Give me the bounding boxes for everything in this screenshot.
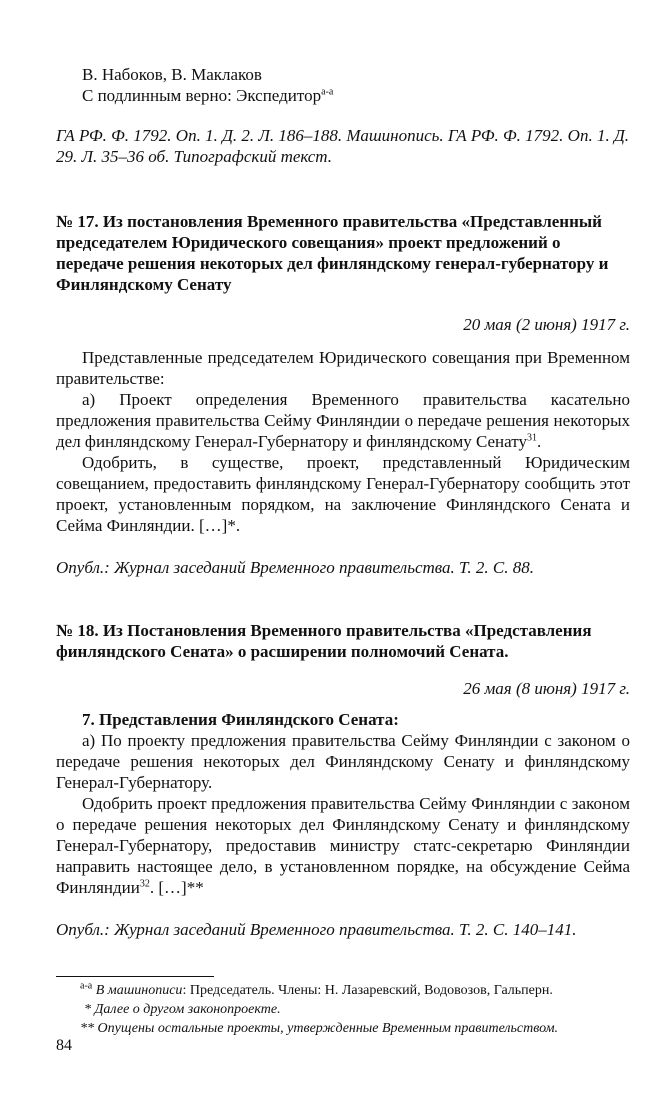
doc18-subheading: 7. Представления Финляндского Сената: bbox=[82, 710, 399, 729]
certified-line bbox=[82, 85, 630, 106]
page-number: 84 bbox=[56, 1037, 72, 1054]
doc18-para1: а) По проекту предложения правительства Сейму Финляндии с законом о передаче решения некоторых дел Финляндскому Сенату и финляндскому Генерал-Губернатору. bbox=[56, 731, 630, 792]
document-17 bbox=[56, 211, 630, 578]
certified-mark: а-а bbox=[321, 86, 334, 98]
doc17-para1: Представленные председателем Юридического совещания при Временном правительстве: bbox=[56, 348, 630, 388]
footnote-3: ** Опущены остальные проекты, утвержденные Временным правительством. bbox=[80, 1021, 559, 1036]
footnote-2: * Далее о другом законопроекте. bbox=[84, 1002, 281, 1017]
doc18-para2-end: . […]** bbox=[149, 878, 204, 897]
footnote-divider bbox=[56, 976, 214, 977]
certified-prefix: С подлинным верно: Экспедитор bbox=[82, 86, 322, 105]
doc18-para2 bbox=[56, 793, 630, 898]
footnote-1-label: В машинописи bbox=[95, 983, 183, 998]
doc18-publication: Опубл.: Журнал заседаний Временного правительства. Т. 2. С. 140–141. bbox=[56, 920, 577, 939]
signature-names: В. Набоков, В. Маклаков bbox=[82, 65, 262, 84]
doc18-para2-ref: 32 bbox=[139, 878, 150, 890]
doc18-heading: № 18. Из Постановления Временного правительства «Представления финляндского Сената» о расширении полномочий Сената. bbox=[56, 621, 592, 661]
doc18-para2-text: Одобрить проект предложения правительства Сейму Финляндии с законом о передаче решения некоторых дел Финляндскому Сенату и финляндскому Генерал-Губернатору, предоставив министру статс-секретарю Финляндии направить настоящее дело, в установленном порядке, на обсуждение Сейма Финляндии bbox=[56, 794, 630, 897]
footnote-1-mark: а-а bbox=[80, 980, 93, 992]
archival-source: ГА РФ. Ф. 1792. Оп. 1. Д. 2. Л. 186–188. Машинопись. ГА РФ. Ф. 1792. Оп. 1. Д. 29. Л. 35–36 об. Типографский текст. bbox=[56, 126, 630, 166]
doc17-date: 20 мая (2 июня) 1917 г. bbox=[463, 315, 630, 334]
page-body bbox=[56, 64, 630, 1038]
footnote-1 bbox=[80, 981, 630, 1000]
doc17-publication: Опубл.: Журнал заседаний Временного правительства. Т. 2. С. 88. bbox=[56, 558, 535, 577]
doc17-para2 bbox=[56, 389, 630, 452]
document-18 bbox=[56, 620, 630, 940]
footnote-1-text: : Председатель. Члены: Н. Лазаревский, Водовозов, Гальперн. bbox=[182, 983, 553, 998]
doc17-para3: Одобрить, в существе, проект, представленный Юридическим совещанием, предоставить финляндскому Генерал-Губернатору сообщить этот проект, установленным порядком, на заключение Финляндского Сената и Сейма Финляндии. […]*. bbox=[56, 453, 630, 535]
footnotes bbox=[56, 981, 630, 1038]
doc17-para2-text: а) Проект определения Временного правительства касательно предложения правительства Сейму Финляндии о передаче решения некоторых дел финляндскому Генерал-Губернатору и финляндскому Сенату bbox=[56, 390, 630, 451]
doc18-date: 26 мая (8 июня) 1917 г. bbox=[463, 679, 630, 698]
doc17-heading: № 17. Из постановления Временного правительства «Представленный председателем Юридического совещания» проект предложений о передаче решения некоторых дел финляндскому генерал-губернатору и Финляндскому Сенату bbox=[56, 212, 609, 294]
doc17-para2-ref: 31 bbox=[526, 432, 537, 444]
doc17-para2-end: . bbox=[536, 432, 542, 451]
signature-block bbox=[56, 64, 630, 106]
